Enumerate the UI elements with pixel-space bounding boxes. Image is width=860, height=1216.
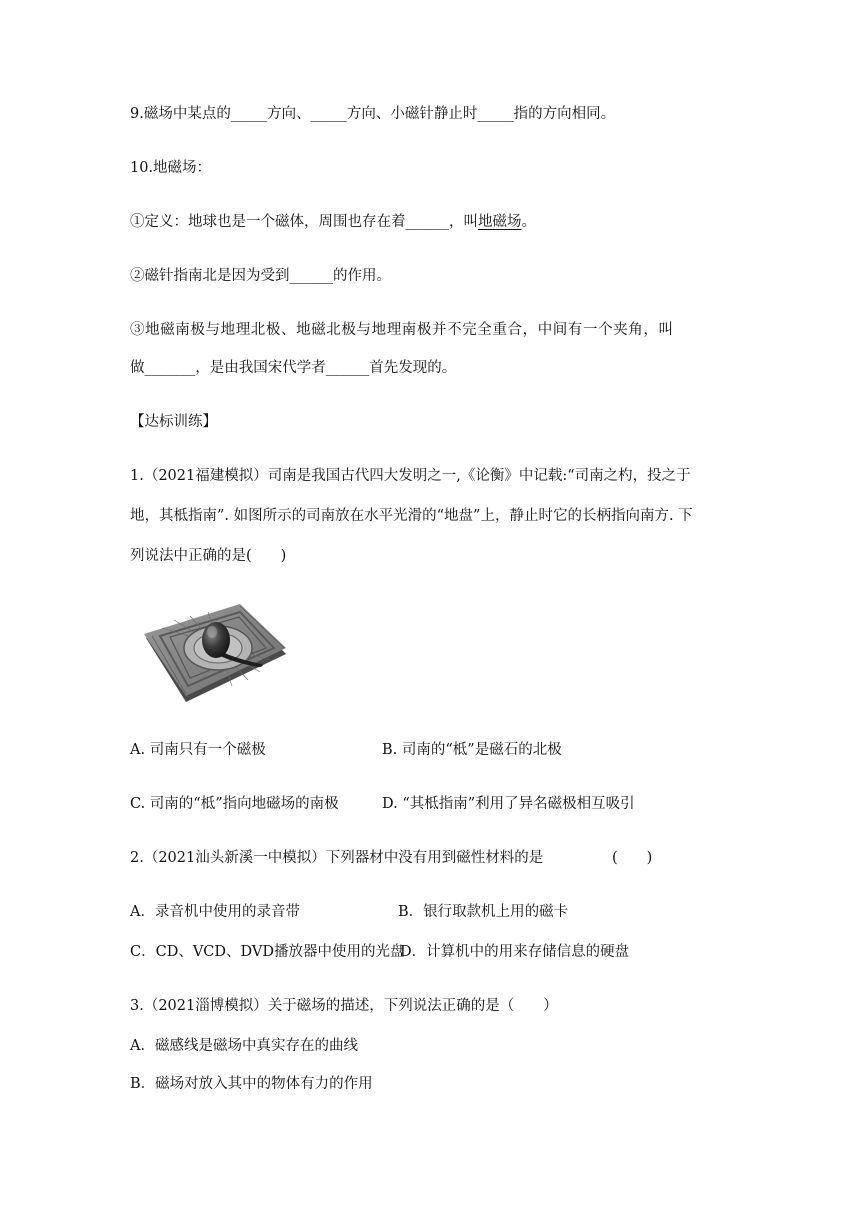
q1-option-a: A. 司南只有一个磁极 [130, 742, 266, 758]
q1-stem-line1: 1.（2021福建模拟）司南是我国古代四大发明之一,《论衡》中记载:“司南之杓，投之于 [130, 468, 691, 484]
q1-stem-line2: 地，其柢指南”. 如图所示的司南放在水平光滑的“地盘”上，静止时它的长柄指向南方. 下 [130, 508, 693, 524]
q9-text: 9.磁场中某点的_____方向、_____方向、小磁针静止时_____指的方向相同。 [130, 106, 616, 122]
q2-option-a: A．录音机中使用的录音带 [130, 904, 300, 920]
q10-item3-line2: 做_______，是由我国宋代学者______首先发现的。 [130, 360, 457, 376]
q1-option-b: B. 司南的“柢”是磁石的北极 [382, 742, 562, 758]
q3-option-b: B．磁场对放入其中的物体有力的作用 [130, 1076, 373, 1092]
q2-option-b: B．银行取款机上用的磁卡 [398, 904, 569, 920]
q10-item1 [130, 212, 536, 232]
q2-option-d: D．计算机中的用来存储信息的硬盘 [400, 944, 630, 960]
q10-item1-prefix: ①定义：地球也是一个磁体，周围也存在着______，叫 [130, 214, 478, 230]
q2-bracket: ( ) [612, 850, 653, 866]
q1-option-c: C. 司南的“柢”指向地磁场的南极 [130, 796, 339, 812]
q2-option-c: C．CD、VCD、DVD播放器中使用的光盘 [130, 944, 405, 960]
q3-option-a: A．磁感线是磁场中真实存在的曲线 [130, 1038, 358, 1054]
sinan-compass-image [140, 598, 290, 704]
q10-item2: ②磁针指南北是因为受到______的作用。 [130, 268, 391, 284]
q10-item1-term: 地磁场 [478, 214, 522, 230]
q3-stem: 3.（2021淄博模拟）关于磁场的描述，下列说法正确的是（ ） [130, 998, 558, 1014]
q2-stem: 2.（2021汕头新溪一中模拟）下列器材中没有用到磁性材料的是 [130, 850, 544, 866]
q1-option-d: D. “其柢指南”利用了异名磁极相互吸引 [382, 796, 635, 812]
q10-title: 10.地磁场： [130, 160, 212, 176]
section-title: 【达标训练】 [130, 414, 217, 430]
q10-item3-line1: ③地磁南极与地理北极、地磁北极与地理南极并不完全重合，中间有一个夹角，叫 [130, 322, 674, 338]
q1-stem-line3: 列说法中正确的是( ) [130, 548, 287, 564]
q10-item1-suffix: 。 [521, 214, 536, 230]
